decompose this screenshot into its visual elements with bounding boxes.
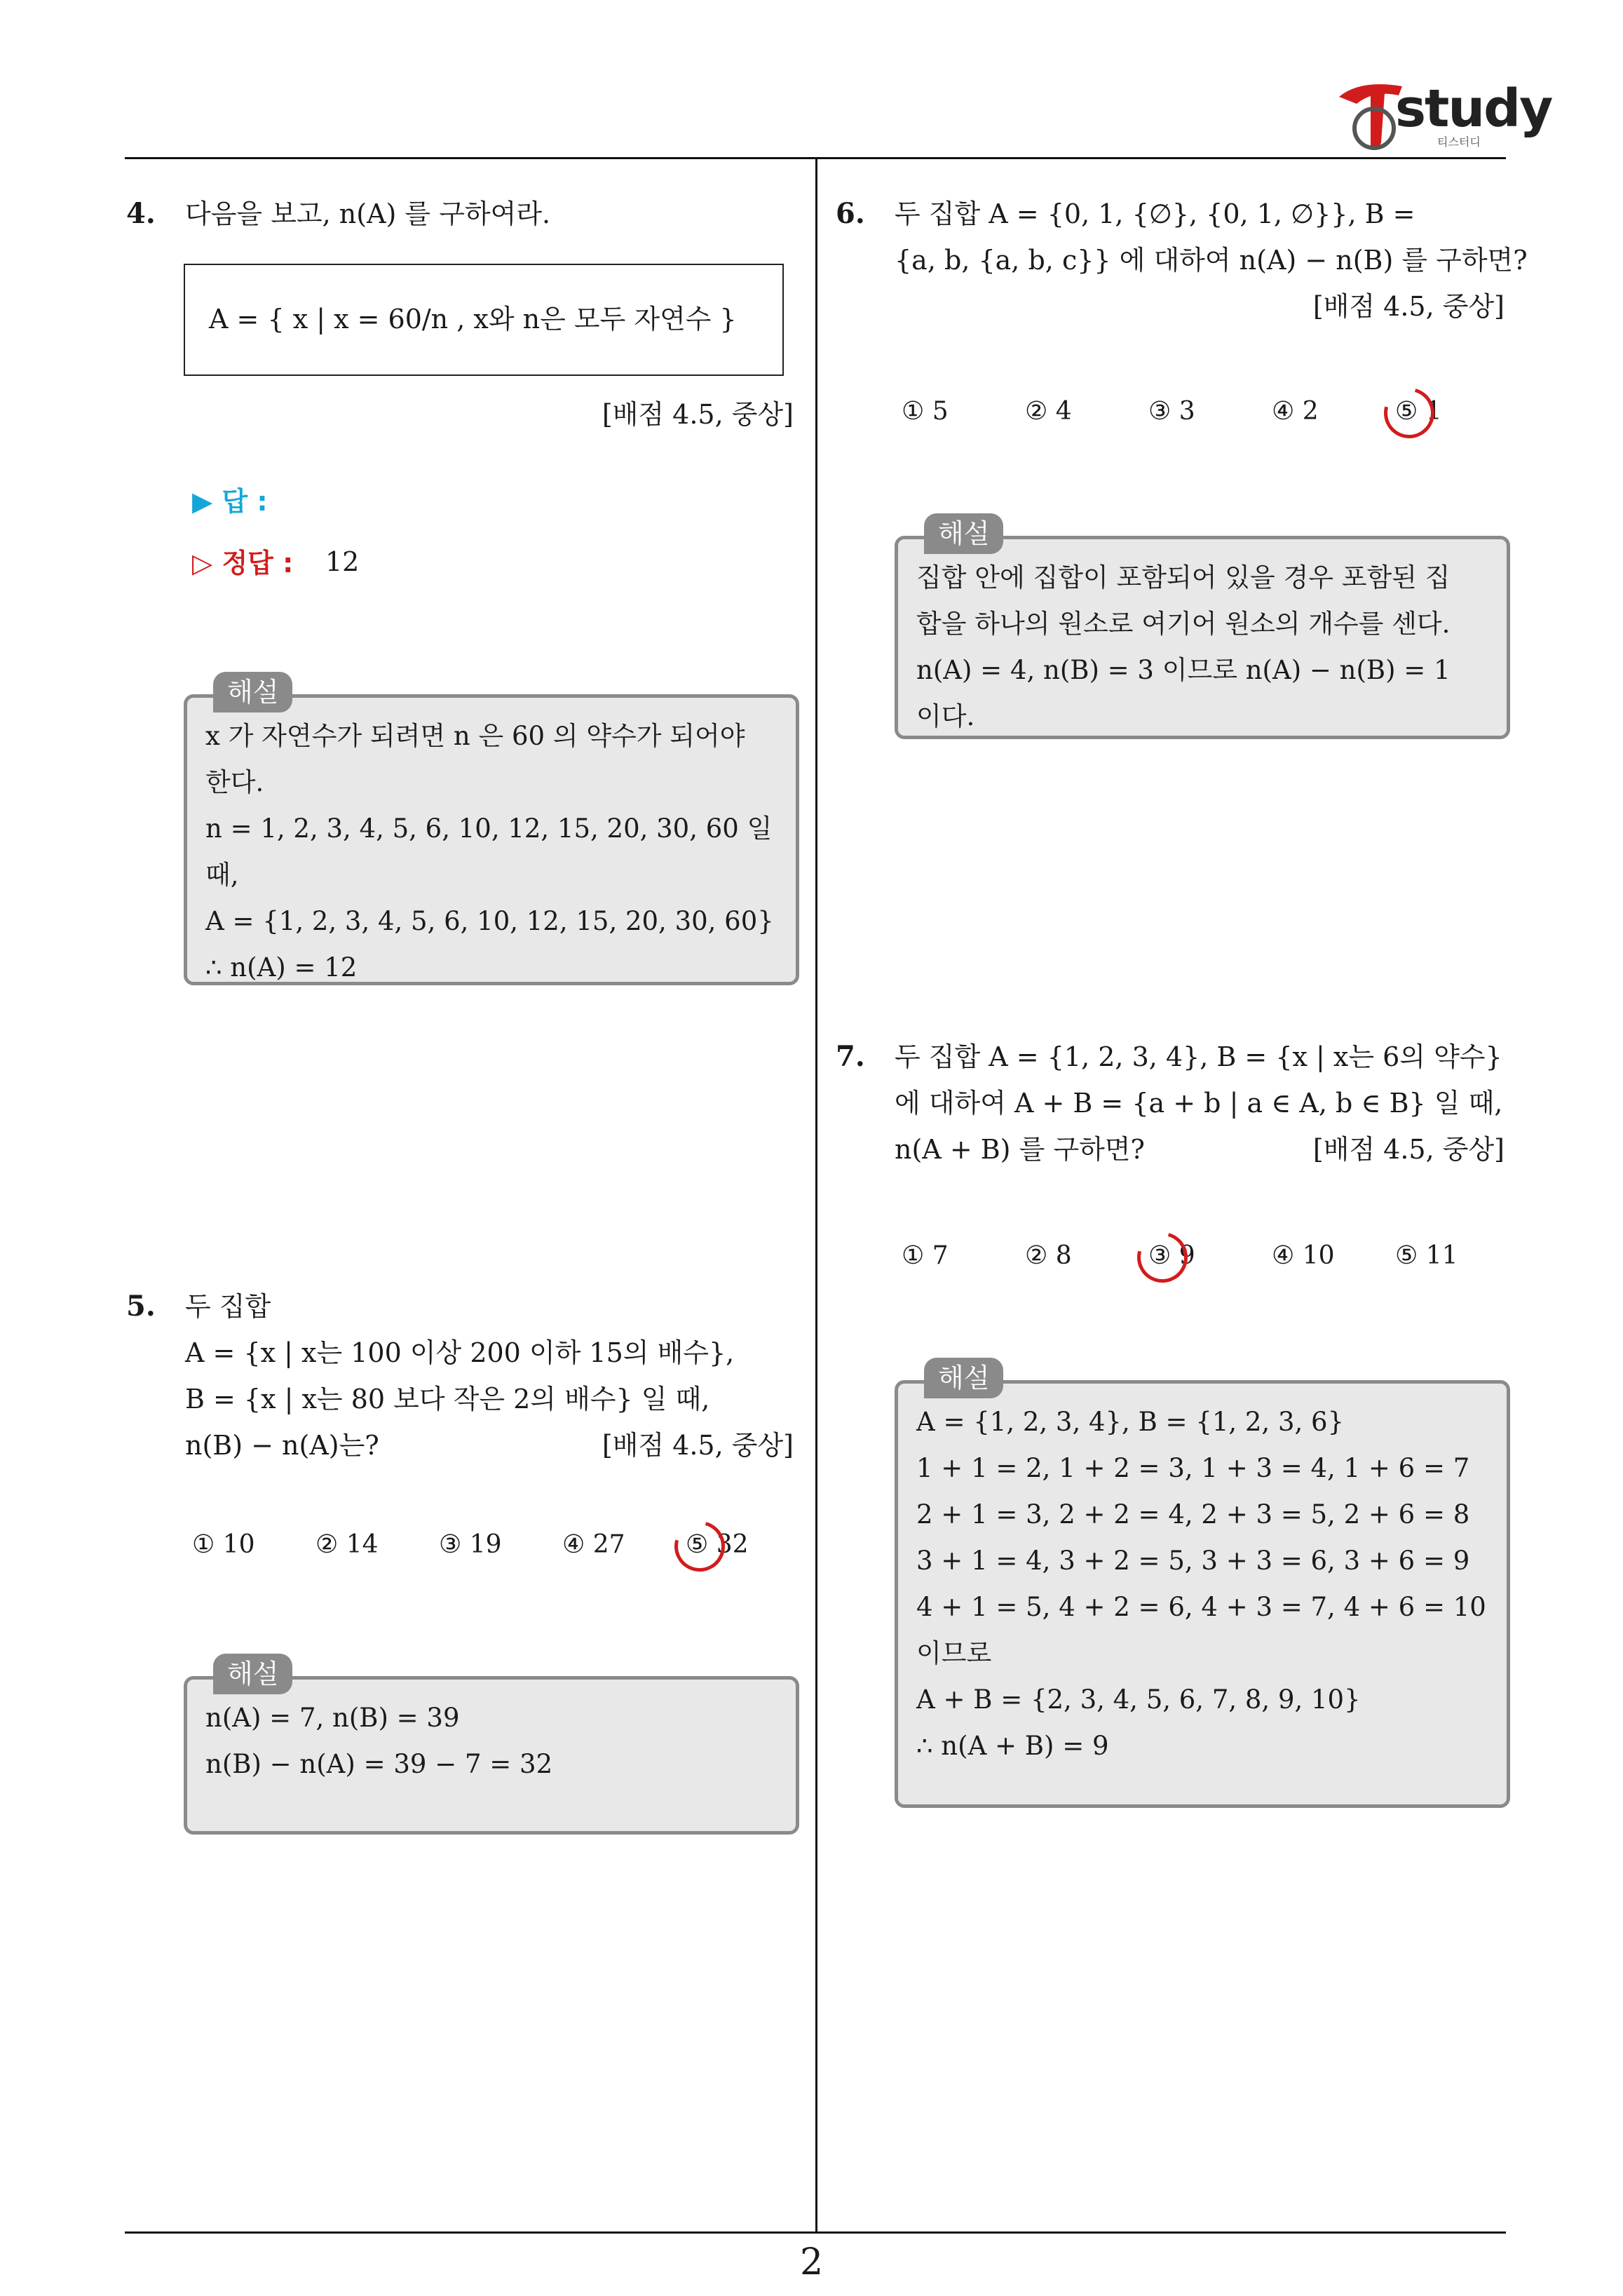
- choice-2[interactable]: ② 14: [315, 1530, 379, 1559]
- solution-line: n = 1, 2, 3, 4, 5, 6, 10, 12, 15, 20, 30, 60 일: [205, 813, 773, 844]
- column-divider: [815, 157, 817, 2233]
- choice-1[interactable]: ① 5: [902, 397, 949, 426]
- solution-line: n(B) − n(A) = 39 − 7 = 32: [205, 1749, 553, 1779]
- condition-box: [184, 264, 784, 376]
- choice-3[interactable]: ③ 9: [1148, 1241, 1195, 1270]
- solution-line: A + B = {2, 3, 4, 5, 6, 7, 8, 9, 10}: [916, 1684, 1361, 1715]
- score-meta: [배점 4.5, 중상]: [602, 399, 794, 430]
- solution-box: [184, 1676, 799, 1835]
- question-number: 4.: [126, 197, 156, 230]
- solution-line: 집합 안에 집합이 포함되어 있을 경우 포함된 집: [916, 562, 1451, 593]
- score-meta: [배점 4.5, 중상]: [1312, 1134, 1505, 1165]
- question-number: 6.: [836, 197, 865, 230]
- choice-5[interactable]: ⑤ 1: [1395, 397, 1442, 426]
- question-text: [895, 191, 1528, 283]
- question-line: 두 집합 A = {0, 1, {∅}, {0, 1, ∅}}, B =: [895, 198, 1415, 229]
- solution-line: x 가 자연수가 되려면 n 은 60 의 약수가 되어야: [205, 721, 745, 751]
- solution-box: [184, 694, 799, 985]
- choice-5[interactable]: ⑤ 32: [686, 1530, 749, 1559]
- question-7: [834, 1034, 1507, 1819]
- solution-line: 1 + 1 = 2, 1 + 2 = 3, 1 + 3 = 4, 1 + 6 = 7: [916, 1453, 1470, 1483]
- tstudy-logo: [1332, 76, 1552, 153]
- question-line: {a, b, {a, b, c}} 에 대하여 n(A) − n(B) 를 구하면?: [895, 245, 1528, 276]
- solution-tab: 해설: [213, 1654, 292, 1694]
- logo-text: study: [1395, 79, 1552, 139]
- question-line: B = {x | x는 80 보다 작은 2의 배수} 일 때,: [185, 1384, 710, 1414]
- choice-list: [902, 1233, 1505, 1282]
- solution-line: 한다.: [205, 767, 264, 797]
- solution-line: A = {1, 2, 3, 4, 5, 6, 10, 12, 15, 20, 30, 60}: [205, 906, 774, 936]
- choice-1[interactable]: ① 10: [192, 1530, 255, 1559]
- solution-line: 2 + 1 = 3, 2 + 2 = 4, 2 + 3 = 5, 2 + 6 = 8: [916, 1499, 1470, 1529]
- choice-3[interactable]: ③ 3: [1148, 397, 1195, 426]
- choice-2[interactable]: ② 4: [1025, 397, 1072, 426]
- question-number: 7.: [836, 1040, 865, 1073]
- solution-tab: 해설: [924, 513, 1003, 554]
- question-line: n(B) − n(A)는?: [185, 1430, 379, 1461]
- question-line: 두 집합 A = {1, 2, 3, 4}, B = {x | x는 6의 약수}: [895, 1041, 1502, 1072]
- solution-tab: 해설: [924, 1358, 1003, 1398]
- solution-box: [895, 536, 1510, 739]
- question-4: [125, 191, 798, 1032]
- condition-text: A = { x | x = 60/n , x와 n은 모두 자연수 }: [209, 304, 737, 335]
- choice-4[interactable]: ④ 27: [562, 1530, 625, 1559]
- score-meta: [배점 4.5, 중상]: [602, 1430, 794, 1461]
- score-meta: [배점 4.5, 중상]: [1312, 291, 1505, 322]
- solution-line: A = {1, 2, 3, 4}, B = {1, 2, 3, 6}: [916, 1407, 1345, 1437]
- solution-line: n(A) = 4, n(B) = 3 이므로 n(A) − n(B) = 1: [916, 655, 1451, 685]
- footer-rule: [125, 2231, 1506, 2234]
- question-line: n(A + B) 를 구하면?: [895, 1134, 1145, 1165]
- question-prompt: 다음을 보고, n(A) 를 구하여라.: [185, 198, 551, 229]
- solution-line: 합을 하나의 원소로 여기어 원소의 개수를 센다.: [916, 609, 1451, 639]
- solution-lines: [916, 555, 1451, 740]
- choice-4[interactable]: ④ 10: [1272, 1241, 1335, 1270]
- question-6: [834, 191, 1528, 787]
- choice-3[interactable]: ③ 19: [439, 1530, 502, 1559]
- solution-line: 때,: [205, 860, 239, 890]
- answer-label: ▶ 답 :: [192, 486, 268, 517]
- solution-lines: [205, 1695, 552, 1788]
- choice-4[interactable]: ④ 2: [1272, 397, 1319, 426]
- question-line: 두 집합: [185, 1291, 271, 1322]
- choice-list: [902, 389, 1505, 438]
- correct-answer-value: 12: [325, 546, 360, 577]
- logo-subtext: 티스터디: [1437, 135, 1481, 149]
- choice-2[interactable]: ② 8: [1025, 1241, 1072, 1270]
- page-number: 2: [799, 2241, 824, 2283]
- question-5: [125, 1283, 798, 1844]
- solution-line: 이므로: [916, 1638, 992, 1668]
- solution-tab: 해설: [213, 672, 292, 713]
- solution-line: 4 + 1 = 5, 4 + 2 = 6, 4 + 3 = 7, 4 + 6 = 10: [916, 1592, 1486, 1622]
- choice-5[interactable]: ⑤ 11: [1395, 1241, 1458, 1270]
- question-line: A = {x | x는 100 이상 200 이하 15의 배수},: [185, 1337, 735, 1368]
- solution-box: [895, 1380, 1510, 1808]
- choice-list: [192, 1522, 795, 1571]
- solution-line: ∴ n(A) = 12: [205, 952, 358, 982]
- correct-answer-label: ▷ 정답 :: [192, 548, 294, 579]
- solution-line: 이다.: [916, 701, 975, 731]
- solution-line: ∴ n(A + B) = 9: [916, 1731, 1109, 1761]
- solution-lines: [916, 1399, 1486, 1769]
- solution-line: n(A) = 7, n(B) = 39: [205, 1703, 460, 1733]
- choice-1[interactable]: ① 7: [902, 1241, 949, 1270]
- question-number: 5.: [126, 1290, 156, 1323]
- solution-lines: [205, 713, 774, 991]
- solution-line: 3 + 1 = 4, 3 + 2 = 5, 3 + 3 = 6, 3 + 6 = 9: [916, 1546, 1470, 1576]
- question-line: 에 대하여 A + B = {a + b | a ∈ A, b ∈ B} 일 때,: [895, 1088, 1503, 1119]
